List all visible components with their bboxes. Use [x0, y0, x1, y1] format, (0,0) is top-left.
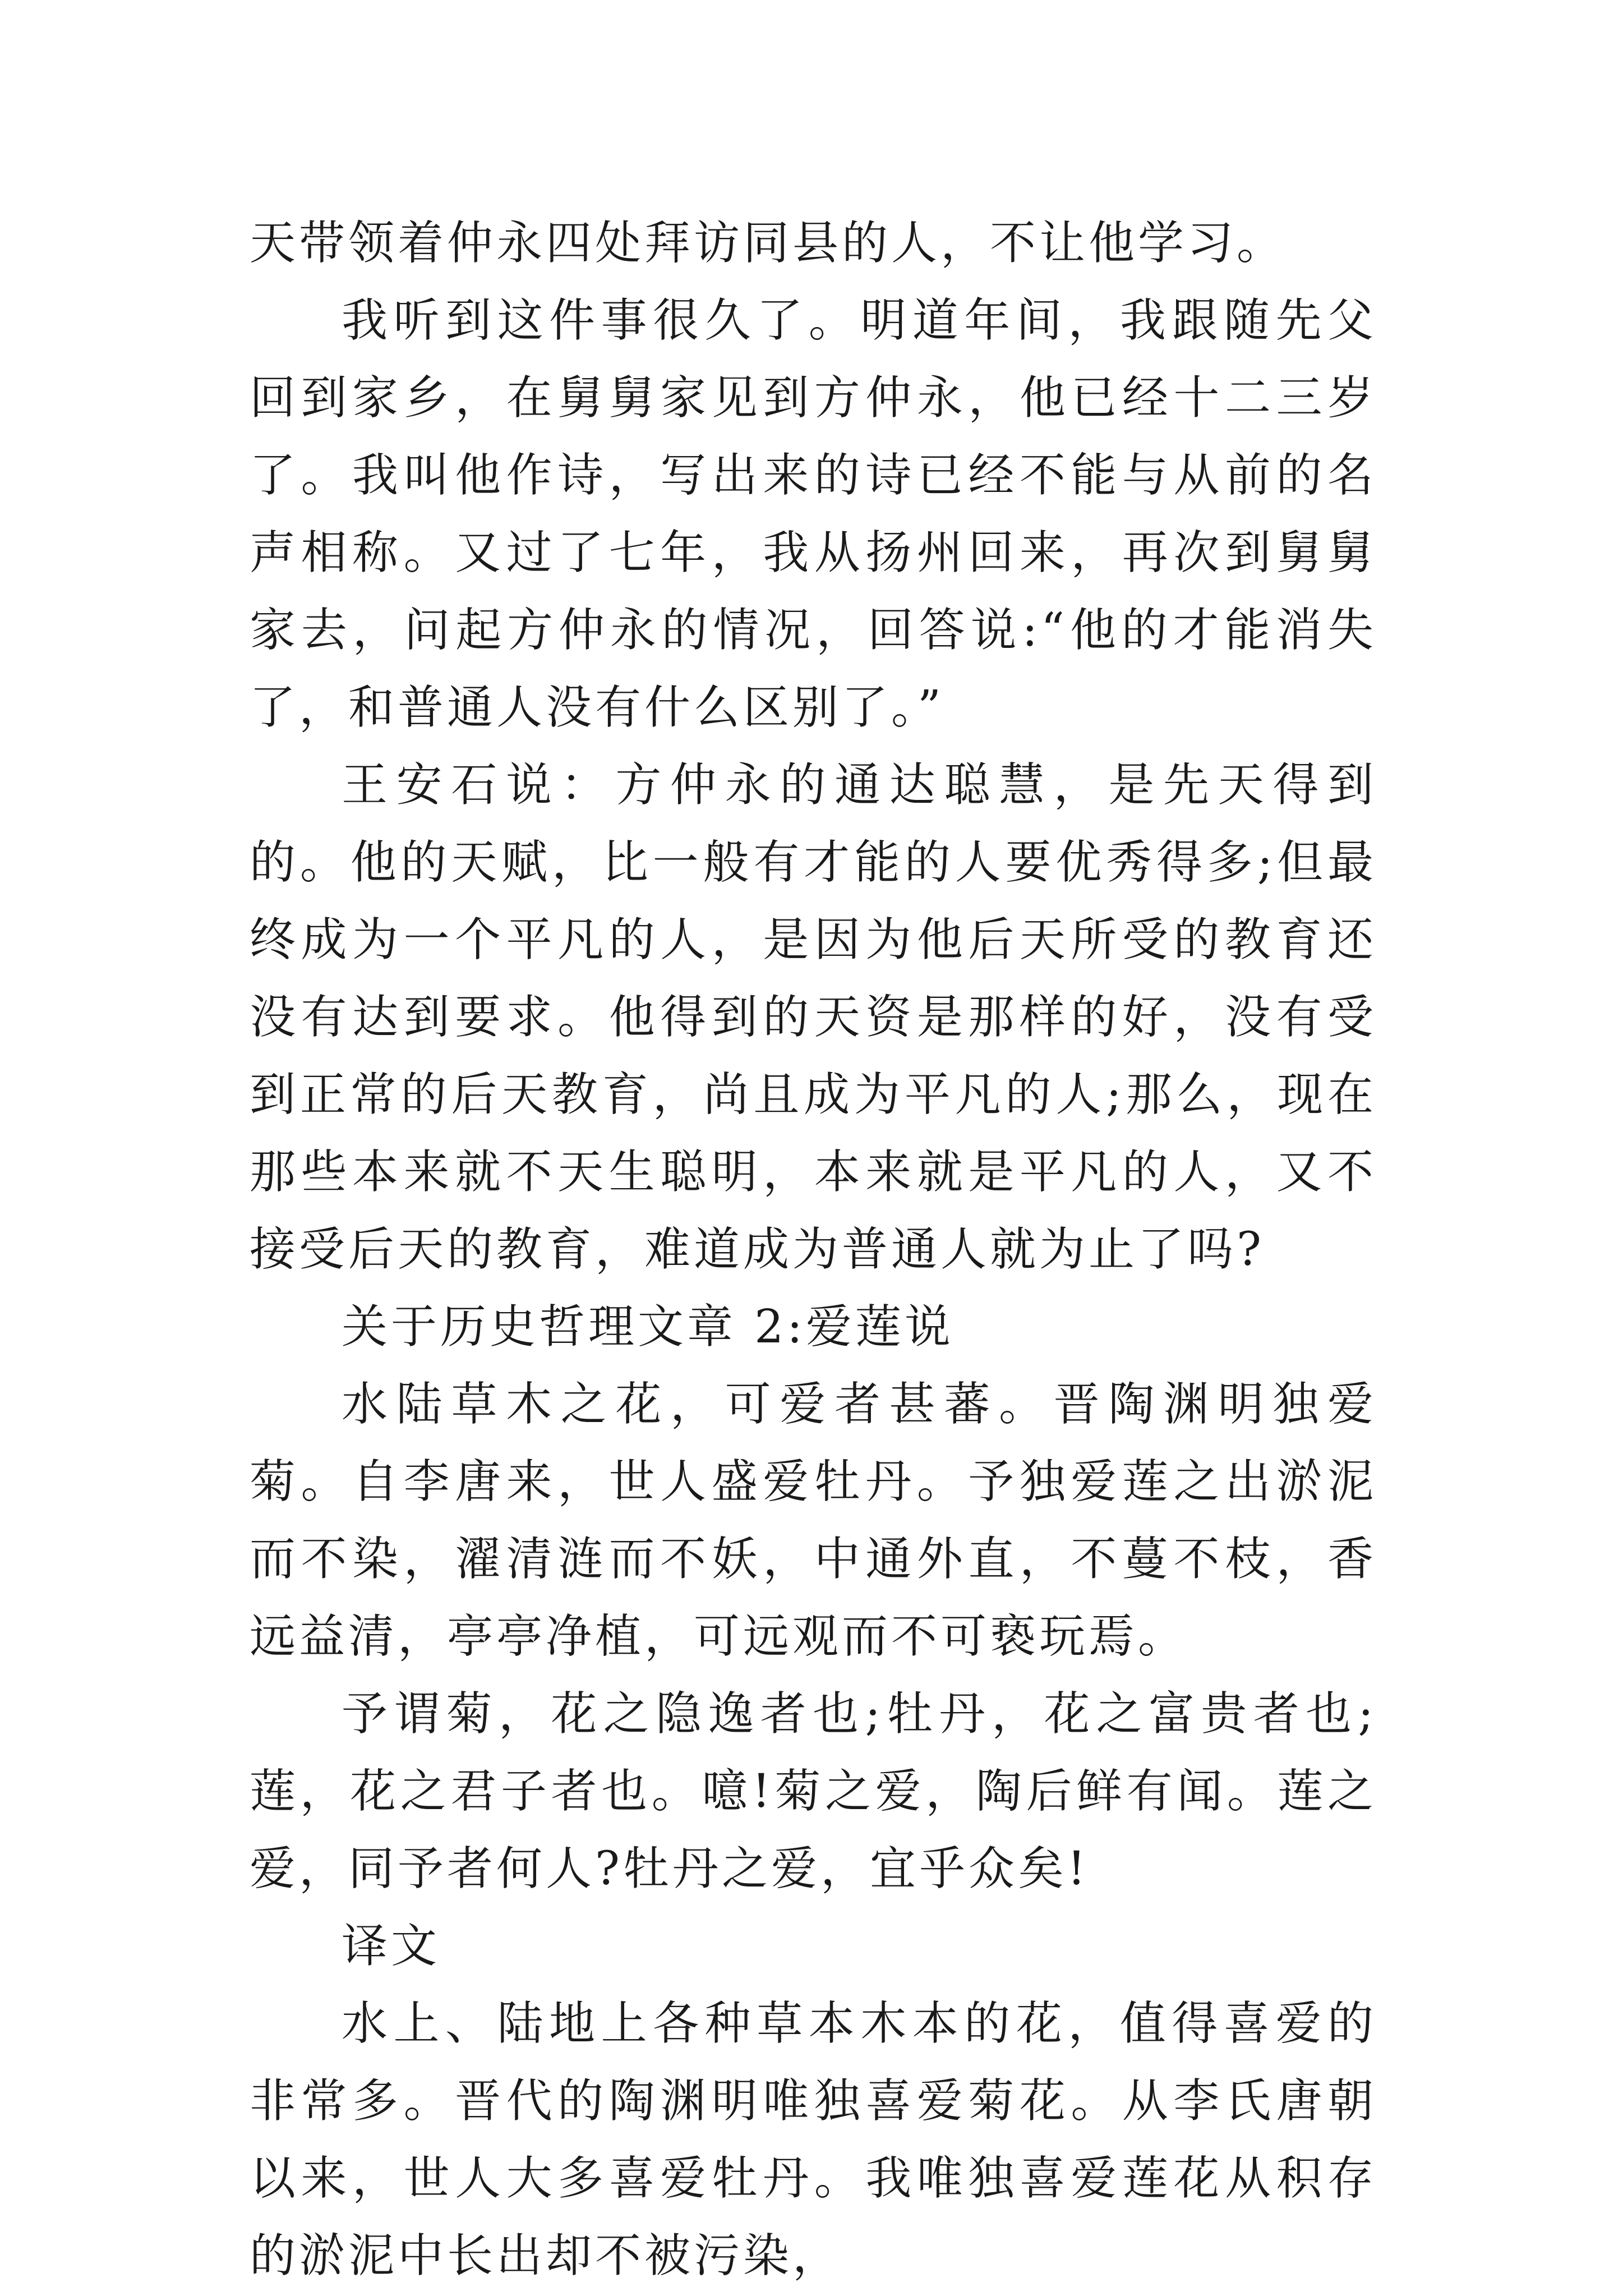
paragraph-translation: 水上、陆地上各种草本木本的花，值得喜爱的非常多。晋代的陶渊明唯独喜爱菊花。从李氏唐朝以来，世人大多喜爱牡丹。我唯独喜爱莲花从积存的淤泥中长出却不被污染，: [250, 1997, 1377, 2283]
paragraph-ailian-1: 水陆草木之花，可爱者甚蕃。晋陶渊明独爱菊。自李唐来，世人盛爱牡丹。予独爱莲之出淤泥而不染，濯清涟而不妖，中通外直，不蔓不枝，香远益清，亭亭净植，可远观而不可亵玩焉。: [250, 1378, 1377, 1663]
paragraph-continuation: 天带领着仲永四处拜访同县的人，不让他学习。: [250, 217, 1287, 270]
section-heading: 关于历史哲理文章 2:爱莲说: [342, 1300, 954, 1354]
translation-heading: 译文: [342, 1920, 441, 1973]
paragraph-visit: 我听到这件事很久了。明道年间，我跟随先父回到家乡，在舅舅家见到方仲永，他已经十二三岁了。我叫他作诗，写出来的诗已经不能与从前的名声相称。又过了七年，我从扬州回来，再次到舅舅家去，问起方仲永的情况，回答说:“他的才能消失了，和普通人没有什么区别了。”: [250, 294, 1377, 734]
paragraph-ailian-2: 予谓菊，花之隐逸者也;牡丹，花之富贵者也;莲，花之君子者也。噫!菊之爱，陶后鲜有闻。莲之爱，同予者何人?牡丹之爱，宜乎众矣!: [250, 1687, 1377, 1895]
document-body: [250, 205, 1377, 2295]
paragraph-wang-anshi: 王安石说：方仲永的通达聪慧，是先天得到的。他的天赋，比一般有才能的人要优秀得多;但最终成为一个平凡的人，是因为他后天所受的教育还没有达到要求。他得到的天资是那样的好，没有受到正常的后天教育，尚且成为平凡的人;那么，现在那些本来就不天生聪明，本来就是平凡的人，又不接受后天的教育，难道成为普通人就为止了吗?: [250, 758, 1377, 1276]
